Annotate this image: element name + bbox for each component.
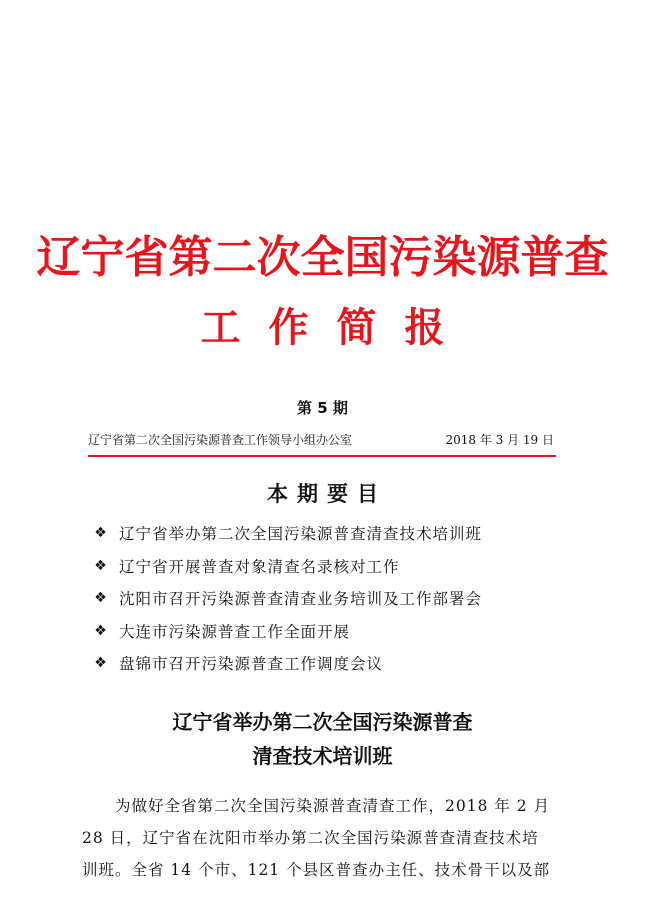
contents-item[interactable] [93, 550, 563, 583]
masthead-title: 辽宁省第二次全国污染源普查 [36, 232, 609, 283]
article-body-line: 训班。全省 14 个市、121 个县区普查办主任、技术骨干以及部 [82, 861, 551, 879]
diamond-bullet-icon: ❖ [94, 655, 108, 672]
red-divider-rule [88, 455, 556, 457]
contents-item-label: 大连市污染源普查工作全面开展 [119, 622, 351, 641]
issuer-name: 辽宁省第二次全国污染源普查工作领导小组办公室 [88, 433, 353, 447]
contents-item[interactable] [93, 517, 563, 550]
article-body-line: 为做好全省第二次全国污染源普查清查工作，2018 年 2 月 [115, 797, 551, 815]
contents-heading: 本期要目 [267, 481, 387, 506]
diamond-bullet-icon: ❖ [94, 590, 108, 607]
diamond-bullet-icon: ❖ [94, 557, 108, 574]
contents-item-label: 辽宁省举办第二次全国污染源普查清查技术培训班 [119, 525, 483, 544]
article-title-line: 辽宁省举办第二次全国污染源普查 [172, 710, 473, 734]
article-title [0, 705, 645, 773]
contents-item-label: 盘锦市召开污染源普查工作调度会议 [119, 655, 384, 674]
masthead-subtitle: 工作简报 [200, 304, 473, 351]
diamond-bullet-icon: ❖ [94, 525, 108, 542]
issue-number: 第 5 期 [297, 399, 348, 417]
contents-item[interactable] [93, 647, 563, 680]
diamond-bullet-icon: ❖ [94, 622, 108, 639]
issue-date: 2018 年 3 月 19 日 [445, 433, 554, 447]
contents-list [93, 517, 563, 680]
article-body [82, 790, 560, 886]
article-title-line: 清查技术培训班 [252, 744, 393, 768]
contents-item-label: 辽宁省开展普查对象清查名录核对工作 [119, 557, 400, 576]
article-body-line: 28 日，辽宁省在沈阳市举办第二次全国污染源普查清查技术培 [82, 829, 539, 847]
contents-item-label: 沈阳市召开污染源普查清查业务培训及工作部署会 [119, 590, 483, 609]
contents-item[interactable] [93, 582, 563, 615]
issuer-row [88, 430, 554, 450]
contents-item[interactable] [93, 615, 563, 648]
